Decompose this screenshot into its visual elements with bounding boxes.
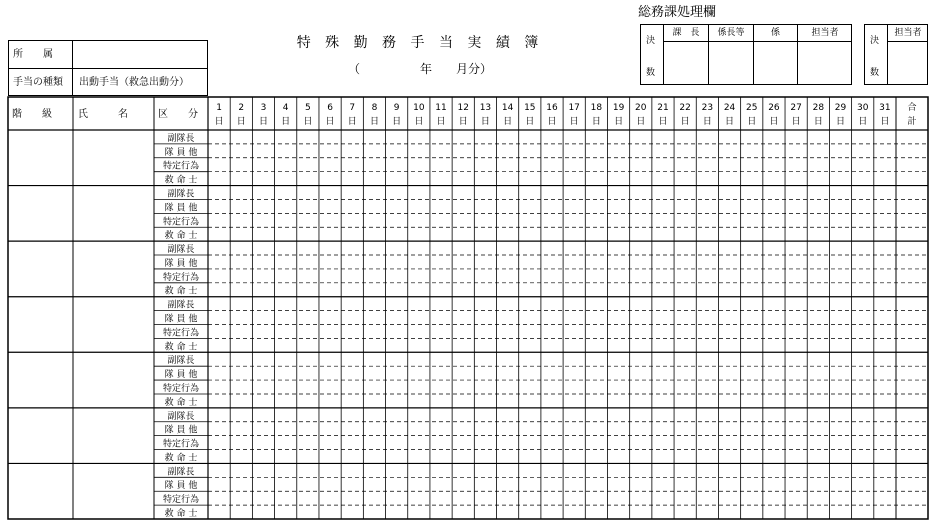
header-day-number: 9 [393, 103, 400, 113]
header-day-number: 31 [879, 103, 891, 113]
header-day-number: 14 [501, 103, 514, 113]
header-day-number: 13 [479, 103, 492, 113]
header-kubun: 区 分 [158, 109, 198, 120]
header-day-suffix: 日 [214, 117, 224, 127]
header-day-suffix: 日 [325, 117, 335, 127]
header-day-suffix: 日 [236, 117, 246, 127]
row-category-label: 隊 員 他 [164, 370, 198, 381]
header-total-1: 合 [907, 103, 917, 113]
approval-col-label: 担当者 [798, 25, 852, 42]
header-shimei: 氏 名 [78, 109, 128, 120]
row-category-label: 特定行為 [162, 383, 200, 394]
row-category-label: 特定行為 [162, 217, 200, 228]
kessu2-top: 決 [870, 36, 880, 46]
approval-col-label: 係 [754, 25, 797, 42]
header-day-number: 15 [524, 103, 536, 113]
row-category-label: 特定行為 [162, 328, 200, 339]
row-category-label: 副隊長 [167, 356, 195, 367]
header-day-number: 16 [546, 103, 558, 113]
header-day-suffix: 日 [636, 117, 646, 127]
kessu-bottom: 数 [646, 68, 656, 78]
header-day-number: 24 [723, 103, 736, 113]
header-day-suffix: 日 [436, 117, 446, 127]
header-day-suffix: 日 [369, 117, 379, 127]
row-category-label: 救 命 士 [164, 453, 198, 464]
header-kaikyu: 階 級 [12, 109, 52, 120]
header-day-suffix: 日 [769, 117, 779, 127]
row-category-label: 救 命 士 [164, 342, 198, 353]
header-day-suffix: 日 [791, 117, 801, 127]
header-day-suffix: 日 [547, 117, 557, 127]
header-day-number: 8 [371, 103, 378, 113]
header-day-number: 30 [856, 103, 869, 113]
header-day-number: 19 [612, 103, 625, 113]
header-day-suffix: 日 [858, 117, 868, 127]
shozoku-label: 所 属 [9, 41, 73, 68]
row-category-label: 隊 員 他 [164, 147, 198, 158]
row-category-label: 隊 員 他 [164, 425, 198, 436]
header-day-suffix: 日 [281, 117, 291, 127]
approval-col-label: 係長等 [709, 25, 753, 42]
page-subtitle: （ 年 月分） [347, 62, 492, 76]
header-day-number: 12 [457, 103, 469, 113]
header-day-suffix: 日 [591, 117, 601, 127]
header-day-number: 18 [590, 103, 603, 113]
header-day-suffix: 日 [836, 117, 846, 127]
row-category-label: 隊 員 他 [164, 481, 198, 492]
header-day-suffix: 日 [569, 117, 579, 127]
teate-value: 出動手当（救急出動分） [79, 77, 189, 88]
header-day-number: 27 [790, 103, 802, 113]
row-category-label: 隊 員 他 [164, 203, 198, 214]
header-day-number: 28 [812, 103, 825, 113]
header-day-number: 2 [238, 103, 245, 113]
header-day-suffix: 日 [813, 117, 823, 127]
header-day-suffix: 日 [525, 117, 535, 127]
row-category-label: 隊 員 他 [164, 258, 198, 269]
teate-label: 手当の種類 [9, 69, 73, 96]
header-day-suffix: 日 [503, 117, 513, 127]
row-category-label: 副隊長 [167, 189, 195, 200]
page-title: 特 殊 勤 務 手 当 実 績 簿 [296, 35, 544, 51]
header-day-number: 4 [282, 103, 289, 113]
header-day-number: 6 [327, 103, 333, 113]
row-category-label: 特定行為 [162, 439, 200, 450]
row-category-label: 副隊長 [167, 411, 195, 422]
header-day-number: 7 [349, 103, 356, 113]
header-day-number: 5 [305, 103, 311, 113]
header-day-number: 25 [746, 103, 758, 113]
kessu-top: 決 [646, 36, 656, 46]
header-day-suffix: 日 [258, 117, 268, 127]
row-category-label: 特定行為 [162, 272, 200, 283]
header-day-suffix: 日 [725, 117, 735, 127]
header-day-number: 23 [701, 103, 714, 113]
header-day-suffix: 日 [303, 117, 313, 127]
row-category-label: 救 命 士 [164, 175, 198, 186]
header-day-suffix: 日 [680, 117, 690, 127]
header-day-suffix: 日 [614, 117, 624, 127]
header-total-2: 計 [907, 117, 917, 127]
header-day-number: 10 [413, 103, 425, 113]
header-day-suffix: 日 [480, 117, 490, 127]
approval-caption: 総務課処理欄 [638, 5, 717, 20]
row-category-label: 隊 員 他 [164, 314, 198, 325]
row-category-label: 救 命 士 [164, 231, 198, 242]
header-day-number: 22 [679, 103, 691, 113]
header-day-suffix: 日 [347, 117, 357, 127]
approval2-col-label: 担当者 [888, 25, 928, 42]
approval-col-label: 課 長 [664, 25, 708, 42]
header-day-number: 29 [834, 103, 847, 113]
header-day-number: 11 [435, 103, 447, 113]
header-day-number: 17 [568, 103, 580, 113]
row-category-label: 特定行為 [162, 161, 200, 172]
row-category-label: 副隊長 [167, 300, 195, 311]
header-day-suffix: 日 [392, 117, 402, 127]
row-category-label: 副隊長 [167, 245, 195, 256]
row-category-label: 特定行為 [162, 495, 200, 506]
row-category-label: 救 命 士 [164, 286, 198, 297]
header-day-number: 26 [768, 103, 780, 113]
header-day-suffix: 日 [458, 117, 468, 127]
header-day-number: 1 [216, 103, 222, 113]
header-day-suffix: 日 [658, 117, 668, 127]
header-day-number: 3 [260, 103, 267, 113]
header-day-suffix: 日 [747, 117, 757, 127]
header-day-suffix: 日 [414, 117, 424, 127]
header-day-suffix: 日 [702, 117, 712, 127]
row-category-label: 救 命 士 [164, 509, 198, 519]
header-day-number: 21 [657, 103, 669, 113]
row-category-label: 副隊長 [167, 133, 195, 144]
row-category-label: 救 命 士 [164, 397, 198, 408]
table-frame [8, 97, 928, 519]
header-day-number: 20 [635, 103, 647, 113]
row-category-label: 副隊長 [167, 467, 195, 478]
header-day-suffix: 日 [880, 117, 890, 127]
kessu2-bottom: 数 [870, 68, 880, 78]
